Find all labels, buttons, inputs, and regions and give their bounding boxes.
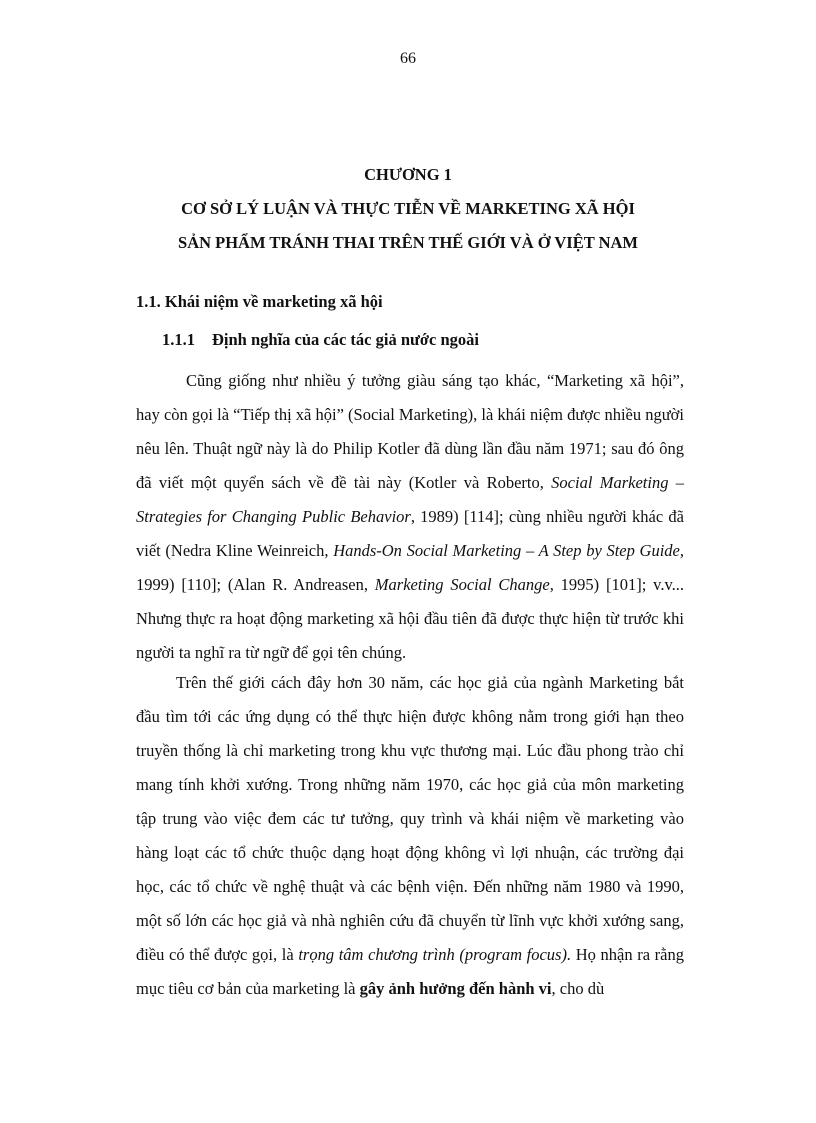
section-number: 1.1.1 <box>162 330 195 349</box>
paragraph-text: 1995) [101]; v.v... Nhưng thực ra hoạt động marketing xã hội đầu tiên đã được thực hiện từ trước khi người ta nghĩ ra từ ngữ để gọi tên chúng. <box>136 575 684 662</box>
section-heading-1-1: 1.1. Khái niệm về marketing xã hội <box>136 292 383 311</box>
section-title: Định nghĩa của các tác giả nước ngoài <box>212 330 480 349</box>
book-title: Marketing Social Change, <box>374 575 554 594</box>
paragraph-text: Trên thế giới cách đây hơn 30 năm, các học giả của ngành Marketing bắt đầu tìm tới các ứng dụng có thể thực hiện được không nằm trong giới hạn theo truyền thống là chỉ marketing trong khu vực thương mại. Lúc đầu phong trào chỉ mang tính khởi xướng. Trong những năm 1970, các học giả của môn marketing tập trung vào việc đem các tư tưởng, quy trình và khái niệm về marketing vào hàng loạt các tổ chức thuộc dạng hoạt động không vì lợi nhuận, các trường đại học, các tổ chức về nghệ thuật và các bệnh viện. Đến những năm 1980 và 1990, một số lớn các học giả và nhà nghiên cứu đã chuyển từ lĩnh vực khởi xướng sang, điều có thể được gọi, là <box>136 673 684 964</box>
paragraph-text: Cũng giống như nhiều ý tưởng giàu sáng tạo khác, “Marketing xã hội”, hay còn gọi là “Tiếp thị xã hội” (Social Marketing), là khái niệm được nhiều người nêu lên. Thuật ngữ này là do Philip Kotler đã dùng lần đầu năm 1971; sau đó ông đã viết một quyển sách về đề tài này (Kotler và Roberto, <box>136 371 684 492</box>
book-title: Hands-On Social Marketing – A Step by Step Guide, <box>333 541 684 560</box>
italic-term: trọng tâm chương trình (program focus). <box>298 945 572 964</box>
section-heading-1-1-1 <box>162 330 479 350</box>
paragraph-text: , cho dù <box>551 979 605 998</box>
chapter-title-line-2: SẢN PHẨM TRÁNH THAI TRÊN THẾ GIỚI VÀ Ở VIỆT NAM <box>178 233 638 252</box>
body-paragraph-2 <box>136 666 684 1006</box>
page-number: 66 <box>400 50 416 67</box>
body-paragraph-1 <box>136 364 684 670</box>
bold-term: gây ảnh hưởng đến hành vi <box>359 979 552 998</box>
paragraph-text: 1999) [110]; (Alan R. Andreasen, <box>136 575 375 594</box>
paragraph-text: , 1989) [114]; cùng nhiều người khác đã viết (Nedra Kline Weinreich, <box>136 507 684 560</box>
paragraph-text: Họ nhận ra rằng mục tiêu cơ bản của marketing là <box>136 945 684 998</box>
book-title: Social Marketing – Strategies for Changing Public Behavior <box>136 473 684 526</box>
chapter-title-line-1: CƠ SỞ LÝ LUẬN VÀ THỰC TIỄN VỀ MARKETING XÃ HỘI <box>181 199 635 218</box>
chapter-heading <box>0 158 816 260</box>
chapter-label: CHƯƠNG 1 <box>364 165 452 184</box>
